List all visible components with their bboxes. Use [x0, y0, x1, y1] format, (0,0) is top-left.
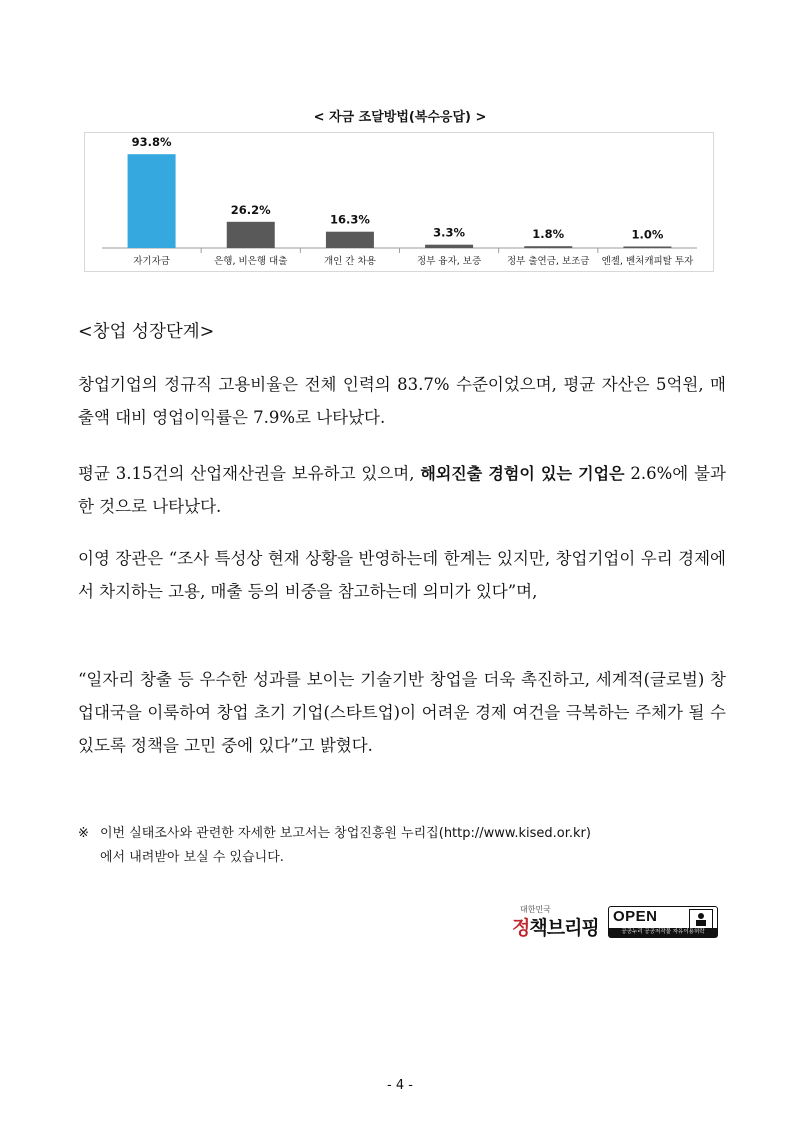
kogl-open-logo	[608, 906, 718, 938]
open-logo-strip: 공공누리 공공저작물 자유이용허락	[609, 928, 717, 937]
data-label-4: 1.8%	[532, 227, 565, 242]
data-label-5: 1.0%	[631, 227, 664, 242]
note-line-2: 에서 내려받아 보실 수 있습니다.	[100, 850, 284, 865]
paragraph-3: 이영 장관은 “조사 특성상 현재 상황을 반영하는데 한계는 있지만, 창업기업이 우리 경제에서 차지하는 고용, 매출 등의 비중을 참고하는데 의미가 있다”며,	[78, 549, 726, 601]
page-number: - 4 -	[387, 1078, 413, 1093]
data-label-3: 3.3%	[433, 225, 466, 240]
policy-briefing-logo-main: 정책브리핑	[512, 917, 599, 939]
category-label-1: 은행, 비은행 대출	[214, 256, 288, 267]
paragraph-4: “일자리 창출 등 우수한 성과를 보이는 기술기반 창업을 더욱 촉진하고, 세계적(글로벌) 창업대국을 이룩하여 창업 초기 기업(스타트업)이 어려운 경제 여건을 극복하는 주체가 될 수 있도록 정책을 고민 중에 있다”고 밝혔다.	[78, 670, 726, 755]
bar-5	[623, 247, 671, 249]
paragraph-2-text-b: 2.6%에 불과한 것으로 나타났다.	[78, 464, 726, 516]
chart-title: < 자금 조달방법(복수응답) >	[313, 110, 487, 125]
policy-briefing-logo-small: 대한민국	[520, 905, 551, 914]
footer-logos	[512, 904, 722, 944]
data-label-2: 16.3%	[329, 212, 370, 227]
category-label-0: 자기자금	[133, 256, 170, 267]
bar-1	[227, 222, 275, 248]
section-title: <창업 성장단계>	[78, 322, 215, 342]
paragraph-2	[78, 457, 726, 523]
paragraph-2-bold: 해외진출 경험이 있는 기업은	[420, 464, 625, 483]
bar-3	[425, 245, 473, 248]
note-line-1: 이번 실태조사와 관련한 자세한 보고서는 창업진흥원 누리집(http://www.kised.or.kr)	[100, 826, 591, 841]
policy-briefing-logo	[512, 904, 610, 942]
bar-2	[326, 232, 374, 248]
category-label-2: 개인 간 차용	[323, 256, 376, 267]
data-label-1: 26.2%	[230, 202, 271, 217]
bar-0	[128, 154, 176, 248]
paragraph-1: 창업기업의 정규직 고용비율은 전체 인력의 83.7% 수준이었으며, 평균 자산은 5억원, 매출액 대비 영업이익률은 7.9%로 나타났다.	[78, 375, 726, 427]
open-logo-text: OPEN	[613, 908, 658, 925]
category-label-3: 정부 융자, 보증	[417, 256, 482, 267]
note-mark: ※	[78, 826, 89, 841]
person-icon	[689, 909, 713, 929]
category-label-5: 엔젤, 벤처캐피탈 투자	[601, 256, 694, 267]
reference-note	[78, 822, 728, 870]
bar-4	[524, 246, 572, 248]
bar-chart-svg	[85, 133, 715, 273]
category-label-4: 정부 출연금, 보조금	[507, 256, 590, 267]
data-label-0: 93.8%	[131, 135, 172, 150]
paragraph-2-text-a: 평균 3.15건의 산업재산권을 보유하고 있으며,	[78, 464, 421, 483]
bar-chart	[84, 132, 714, 272]
